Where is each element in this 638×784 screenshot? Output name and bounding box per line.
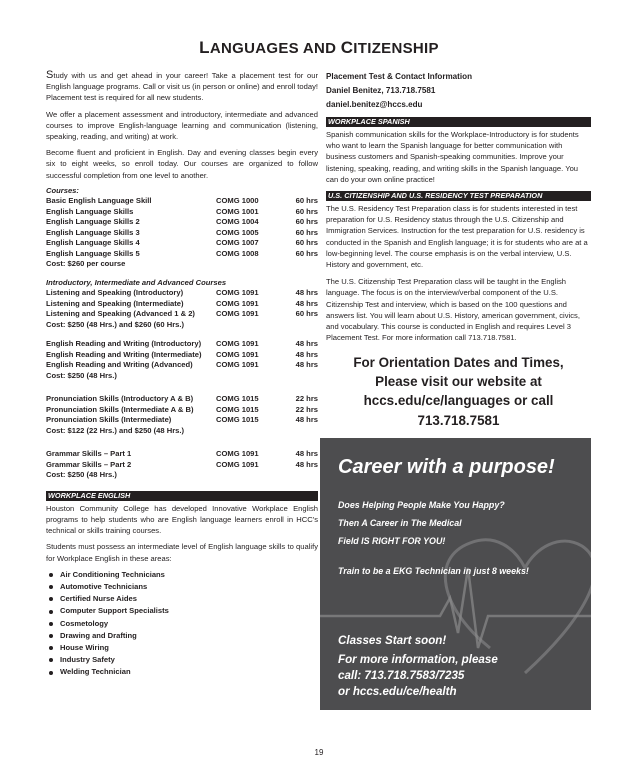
course-name: Pronunciation Skills (Intermediate) (46, 415, 172, 425)
course-name: Basic English Language Skill (46, 196, 152, 206)
reading-cost: Cost: $250 (48 Hrs.) (46, 370, 117, 380)
orientation-line-4: 713.718.7581 (417, 412, 500, 428)
bullet-icon (49, 597, 53, 601)
right-column (326, 70, 591, 349)
course-code: COMG 1015 (216, 394, 259, 404)
course-hours: 60 hrs (295, 217, 318, 227)
pronunciation-courses (46, 394, 318, 436)
list-item (46, 618, 318, 630)
promo-info-3: or hccs.edu/ce/health (338, 685, 457, 698)
workplace-areas-list (46, 569, 318, 679)
intro-text: tudy with us and get ahead in your career! Take a placement test for our English language programs. Call or visit us (in person or online) and enroll today! Placement test is required for all new students. (46, 71, 318, 103)
list-item (46, 630, 318, 642)
course-code: COMG 1001 (216, 206, 259, 216)
course-row (46, 405, 318, 416)
course-code: COMG 1091 (216, 309, 259, 319)
course-name: Listening and Speaking (Intermediate) (46, 298, 184, 308)
promo-title: Career with a purpose! (338, 456, 555, 478)
orientation-line-2: Please visit our website at (375, 374, 542, 390)
listening-course-list (46, 288, 318, 320)
course-row (46, 288, 318, 299)
title-initial-citizenship: C (340, 38, 354, 57)
listening-cost: Cost: $250 (48 Hrs.) and $260 (60 Hrs.) (46, 319, 185, 329)
course-hours: 22 hrs (295, 404, 318, 414)
page-title (0, 38, 638, 58)
course-row (46, 238, 318, 249)
citizenship-heading: U.S. CITIZENSHIP AND U.S. RESIDENCY TEST PREPARATION (326, 191, 591, 201)
course-hours: 60 hrs (295, 248, 318, 258)
citizenship-paragraph-1: The U.S. Residency Test Preparation class is for students interested in test preparation for U.S. Residency status through the U.S. Citizenship and Immigration Services. Instruction for the test preparation for U.S. residency is conducted in the Spanish and English language; it is for students who are at a low-beginning level. The course emphasis is on the verbal interview, U.S. History and government, etc. (326, 204, 588, 270)
promo-question-2: Then A Career in The Medical (338, 518, 462, 528)
course-row (46, 299, 318, 310)
promo-question-3: Field IS RIGHT FOR YOU! (338, 536, 446, 546)
basic-course-list (46, 196, 318, 259)
course-code: COMG 1091 (216, 349, 259, 359)
course-name: Pronunciation Skills (Intermediate A & B) (46, 404, 194, 414)
list-item-label: Drawing and Drafting (60, 630, 137, 640)
course-row (46, 207, 318, 218)
course-name: English Language Skills 5 (46, 248, 140, 258)
pronunciation-course-list (46, 394, 318, 426)
title-rest-citizenship: ITIZENSHIP (353, 40, 439, 57)
course-code: COMG 1004 (216, 217, 259, 227)
orientation-line-3: hccs.edu/ce/languages or call (363, 393, 554, 409)
title-rest-languages: ANGUAGES AND (209, 40, 341, 57)
workplace-spanish-heading: WORKPLACE SPANISH (326, 117, 591, 127)
course-hours: 48 hrs (295, 415, 318, 425)
course-name: Listening and Speaking (Introductory) (46, 288, 184, 298)
course-hours: 48 hrs (295, 298, 318, 308)
page-number: 19 (314, 748, 324, 757)
course-row (46, 217, 318, 228)
contact-info (326, 70, 591, 112)
list-item-label: Air Conditioning Technicians (60, 569, 165, 579)
course-row (46, 339, 318, 350)
course-row (46, 460, 318, 471)
list-item-label: Automotive Technicians (60, 582, 148, 592)
workplace-english-paragraph-2: Students must possess an intermediate level of English language skills to qualify for Workplace English in these areas: (46, 542, 318, 563)
workplace-spanish-text: Spanish communication skills for the Workplace-Introductory is for students who want to learn the Spanish language for better communication with business customers and Spanish-speaking communities. Improve your listening, speaking, reading, and writing skills in the Spanish language. You can do your own online practice! (326, 130, 579, 184)
course-hours: 60 hrs (295, 238, 318, 248)
course-name: Grammar Skills – Part 2 (46, 459, 132, 469)
pronunciation-cost: Cost: $122 (22 Hrs.) and $250 (48 Hrs.) (46, 425, 185, 435)
list-item-label: Certified Nurse Aides (60, 594, 137, 604)
bullet-icon (49, 646, 53, 650)
intro-dropcap: S (46, 69, 54, 81)
list-item (46, 654, 318, 666)
list-item (46, 581, 318, 593)
workplace-english-paragraph-1: Houston Community College has developed Innovative Workplace English programs to help students who are English language learners enroll in HCC's technical or skills training courses. (46, 503, 318, 536)
course-code: COMG 1091 (216, 339, 259, 349)
course-hours: 48 hrs (295, 449, 318, 459)
intro-paragraph-3: Become fluent and proficient in English. Day and evening classes begin every six to eight weeks, so enroll today. Our courses are organized to follow successful completion from one level to another. (46, 148, 318, 180)
course-hours: 48 hrs (295, 349, 318, 359)
bullet-icon (49, 622, 53, 626)
course-code: COMG 1015 (216, 404, 259, 414)
course-hours: 48 hrs (295, 459, 318, 469)
course-row (46, 309, 318, 320)
bullet-icon (49, 634, 53, 638)
bullet-icon (49, 610, 53, 614)
course-row (46, 196, 318, 207)
list-item-label: Welding Technician (60, 667, 131, 677)
contact-name-phone: Daniel Benitez, 713.718.7581 (326, 86, 436, 95)
course-code: COMG 1091 (216, 298, 259, 308)
orientation-notice (326, 353, 591, 430)
bullet-icon (49, 585, 53, 589)
course-hours: 48 hrs (295, 288, 318, 298)
basic-courses (46, 196, 318, 270)
contact-heading: Placement Test & Contact Information (326, 72, 473, 81)
course-code: COMG 1007 (216, 238, 259, 248)
orientation-line-1: For Orientation Dates and Times, (353, 355, 564, 370)
workplace-english-heading: WORKPLACE ENGLISH (46, 491, 318, 501)
course-name: English Reading and Writing (Introductory) (46, 339, 202, 349)
grammar-cost: Cost: $250 (48 Hrs.) (46, 470, 117, 480)
bullet-icon (49, 658, 53, 662)
listening-heading: Introductory, Intermediate and Advanced Courses (46, 277, 227, 287)
citizenship-paragraph-2: The U.S. Citizenship Test Preparation class will be taught in the English language. The focus is on the interview/verbal component of the U.S. Citizenship Test and interview, which is based on the 100 questions and answers list. You will learn about U.S. History, american government, civics, and vocabulary. This course is conducted in English and requires Level 3 Placement Test. For more information call 713.718.7581. (326, 277, 580, 343)
course-code: COMG 1091 (216, 449, 259, 459)
course-row (46, 249, 318, 260)
title-initial-languages: L (199, 38, 210, 57)
left-column (46, 70, 318, 679)
list-item (46, 593, 318, 605)
grammar-courses (46, 449, 318, 481)
courses-heading: Courses: (46, 185, 79, 195)
promo-question-1: Does Helping People Make You Happy? (338, 500, 505, 510)
course-name: English Language Skills 2 (46, 217, 140, 227)
bullet-icon (49, 671, 53, 675)
course-hours: 22 hrs (295, 394, 318, 404)
list-item (46, 666, 318, 678)
list-item (46, 642, 318, 654)
course-name: English Reading and Writing (Intermediate) (46, 349, 202, 359)
course-code: COMG 1091 (216, 360, 259, 370)
course-row (46, 350, 318, 361)
intro-paragraph-2: We offer a placement assessment and introductory, intermediate and advanced courses to improve English-language learning and communication (listening, speaking, reading, and writing) at work. (46, 109, 318, 142)
reading-course-list (46, 339, 318, 371)
course-hours: 60 hrs (295, 227, 318, 237)
course-hours: 60 hrs (295, 206, 318, 216)
list-item-label: Computer Support Specialists (60, 606, 169, 616)
course-row (46, 449, 318, 460)
course-name: English Language Skills 3 (46, 227, 140, 237)
list-item-label: Cosmetology (60, 618, 109, 628)
course-code: COMG 1008 (216, 248, 259, 258)
promo-info-1: For more information, please (338, 653, 498, 666)
course-hours: 48 hrs (295, 339, 318, 349)
intro-paragraph-1 (46, 70, 318, 104)
course-name: Listening and Speaking (Advanced 1 & 2) (46, 309, 195, 319)
course-code: COMG 1000 (216, 196, 259, 206)
course-name: Pronunciation Skills (Introductory A & B) (46, 394, 194, 404)
list-item (46, 605, 318, 617)
course-code: COMG 1005 (216, 227, 259, 237)
promo-info-2: call: 713.718.7583/7235 (338, 669, 465, 682)
course-name: English Language Skills 4 (46, 238, 140, 248)
course-row (46, 228, 318, 239)
course-hours: 60 hrs (295, 196, 318, 206)
course-code: COMG 1091 (216, 459, 259, 469)
course-row (46, 394, 318, 405)
course-hours: 60 hrs (295, 309, 318, 319)
list-item (46, 569, 318, 581)
listening-courses (46, 288, 318, 330)
course-hours: 48 hrs (295, 360, 318, 370)
reading-courses (46, 339, 318, 381)
basic-cost: Cost: $260 per course (46, 259, 126, 269)
list-item-label: House Wiring (60, 643, 109, 653)
course-name: English Reading and Writing (Advanced) (46, 360, 193, 370)
course-name: Grammar Skills – Part 1 (46, 449, 132, 459)
course-code: COMG 1091 (216, 288, 259, 298)
course-name: English Language Skills (46, 206, 134, 216)
course-row (46, 415, 318, 426)
list-item-label: Industry Safety (60, 655, 115, 665)
contact-email: daniel.benitez@hccs.edu (326, 100, 423, 109)
course-row (46, 360, 318, 371)
career-promo-box (320, 438, 591, 710)
promo-start-text: Classes Start soon! (338, 634, 447, 647)
promo-train-text: Train to be a EKG Technician in just 8 weeks! (338, 566, 529, 576)
bullet-icon (49, 573, 53, 577)
grammar-course-list (46, 449, 318, 470)
course-code: COMG 1015 (216, 415, 259, 425)
